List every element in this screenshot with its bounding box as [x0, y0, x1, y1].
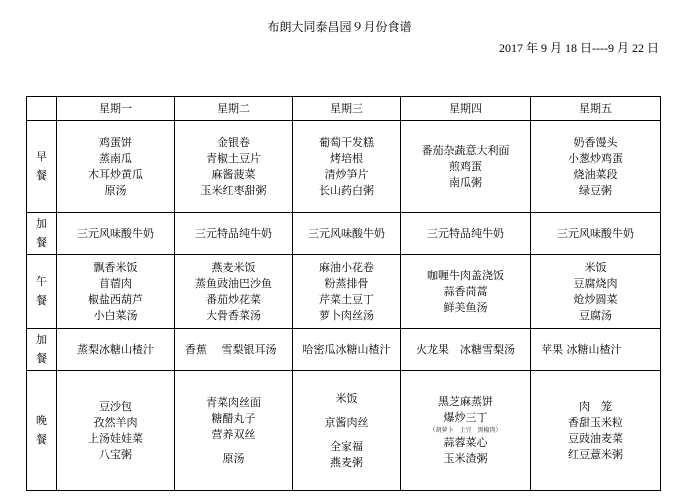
dish: 咖喱牛肉盖浇饭: [427, 268, 504, 282]
dish: 木耳炒黄瓜: [88, 167, 143, 181]
dish: 豆豉油麦菜: [568, 431, 623, 445]
lunch-row: [27, 255, 661, 329]
dish: 豆腐烧肉: [573, 276, 618, 290]
dish: 全家福: [330, 439, 363, 453]
dish: 清炒笋片: [324, 167, 369, 181]
dish: 米饭: [584, 260, 607, 274]
menu-cell: [57, 255, 175, 329]
day-header: 星期一: [57, 97, 175, 121]
dish: 糖醋丸子: [211, 411, 256, 425]
menu-cell: 火龙果 冰糖雪梨汤: [401, 329, 531, 371]
dish: 爆炒三丁: [443, 411, 488, 424]
dish: 奶香馒头: [573, 135, 618, 149]
dish: 芹菜土豆丁: [319, 292, 374, 306]
dish: 京酱肉丝: [324, 415, 369, 429]
menu-table: [26, 96, 661, 491]
dish: 麻油小花卷: [319, 260, 374, 274]
menu-cell: [175, 371, 293, 491]
dish: 原汤: [104, 183, 127, 197]
day-header: 星期三: [293, 97, 401, 121]
menu-cell: 哈密瓜冰糖山楂汁: [293, 329, 401, 371]
date-range: 2017 年 9 月 18 日----9 月 22 日: [499, 41, 659, 55]
menu-cell: 三元风味酸牛奶: [531, 213, 661, 255]
dish: 上汤娃娃菜: [88, 431, 143, 445]
dish: 肉 笼: [579, 399, 612, 413]
snack2-row: [27, 329, 661, 371]
dish: 椒盐西葫芦: [88, 292, 143, 306]
menu-cell: [531, 255, 661, 329]
dish: 飘香米饭: [93, 260, 138, 274]
dish: 青椒土豆片: [206, 151, 261, 165]
dish: 燕麦粥: [330, 455, 363, 469]
meal-label-dinner: 晚 餐: [27, 371, 57, 491]
menu-cell: [401, 255, 531, 329]
dish: 蒸鱼豉油巴沙鱼: [195, 276, 272, 290]
dish: 烧油菜段: [573, 167, 618, 181]
day-header: 星期四: [401, 97, 531, 121]
day-header: 星期二: [175, 97, 293, 121]
menu-cell: [293, 121, 401, 213]
dish: 长山药白粥: [319, 183, 374, 197]
dish: 鸡蛋饼: [99, 135, 132, 149]
menu-cell: [401, 121, 531, 213]
dish: 青菜肉丝面: [206, 395, 261, 409]
corner-cell: [27, 97, 57, 121]
spacer: [295, 431, 398, 439]
meal-label-snack1: 加 餐: [27, 213, 57, 255]
page-title: 布朗大同泰昌园９月份食谱: [267, 20, 412, 34]
dish: 小白菜汤: [93, 308, 138, 322]
header-row: [27, 97, 661, 121]
dish: 豆沙包: [99, 399, 132, 413]
spacer: [177, 443, 290, 451]
dish: 蒜香茼蒿: [443, 284, 488, 298]
snack1-row: [27, 213, 661, 255]
dish: 豆腐汤: [579, 308, 612, 322]
day-header: 星期五: [531, 97, 661, 121]
menu-cell: 三元特品纯牛奶: [175, 213, 293, 255]
dish: 鲜美鱼汤: [443, 300, 488, 314]
menu-cell: 三元风味酸牛奶: [293, 213, 401, 255]
dish: 大骨香菜汤: [206, 308, 261, 322]
dish: 煎鸡蛋: [449, 159, 482, 173]
dish: 萝卜肉丝汤: [319, 308, 374, 322]
dish: 麻酱菠菜: [211, 167, 256, 181]
menu-cell: 三元特品纯牛奶: [401, 213, 531, 255]
dish: 燕麦米饭: [211, 260, 256, 274]
dish: 苜蓿肉: [99, 276, 132, 290]
dish-note: （胡萝卜 土豆 黑椒肉）: [429, 427, 502, 434]
meal-label-snack2: 加 餐: [27, 329, 57, 371]
dish: 小葱炒鸡蛋: [568, 151, 623, 165]
dish: 米饭: [335, 391, 358, 405]
menu-cell: 香蕉 雪梨银耳汤: [175, 329, 293, 371]
dish: 香甜玉米粒: [568, 415, 623, 429]
dish: 黑芝麻蒸饼: [438, 395, 493, 408]
menu-cell: [531, 371, 661, 491]
dish: 玉米渣粥: [443, 452, 488, 465]
dish: 烤培根: [330, 151, 363, 165]
menu-cell: [175, 121, 293, 213]
menu-cell: 苹果 冰糖山楂汁: [531, 329, 661, 371]
menu-cell: [57, 121, 175, 213]
dish: 炝炒圆菜: [573, 292, 618, 306]
meal-label-breakfast: 早 餐: [27, 121, 57, 213]
dish: 蒜蓉菜心: [443, 436, 488, 449]
menu-cell: [401, 371, 531, 491]
dish: 孜然羊肉: [93, 415, 138, 429]
meal-label-lunch: 午 餐: [27, 255, 57, 329]
dish: 营养双丝: [211, 427, 256, 441]
menu-cell: 三元风味酸牛奶: [57, 213, 175, 255]
breakfast-row: [27, 121, 661, 213]
menu-cell: [293, 255, 401, 329]
dinner-row: [27, 371, 661, 491]
dish: 绿豆粥: [579, 183, 612, 197]
dish: 南瓜粥: [449, 175, 482, 189]
spacer: [295, 407, 398, 415]
menu-cell: [57, 371, 175, 491]
dish: 金银卷: [217, 135, 250, 149]
menu-cell: [531, 121, 661, 213]
dish: 粉蒸排骨: [324, 276, 369, 290]
dish: 玉米红枣甜粥: [200, 183, 267, 197]
dish: 蒸南瓜: [99, 151, 132, 165]
menu-cell: [293, 371, 401, 491]
menu-cell: [175, 255, 293, 329]
dish: 番茄炒花菜: [206, 292, 261, 306]
dish: 八宝粥: [99, 447, 132, 461]
dish: 原汤: [222, 451, 245, 465]
dish: 番茄杂蔬意大利面: [421, 143, 510, 157]
dish: 葡萄干发糕: [319, 135, 374, 149]
dish: 红豆薏米粥: [568, 447, 623, 461]
menu-cell: 蒸梨冰糖山楂汁: [57, 329, 175, 371]
